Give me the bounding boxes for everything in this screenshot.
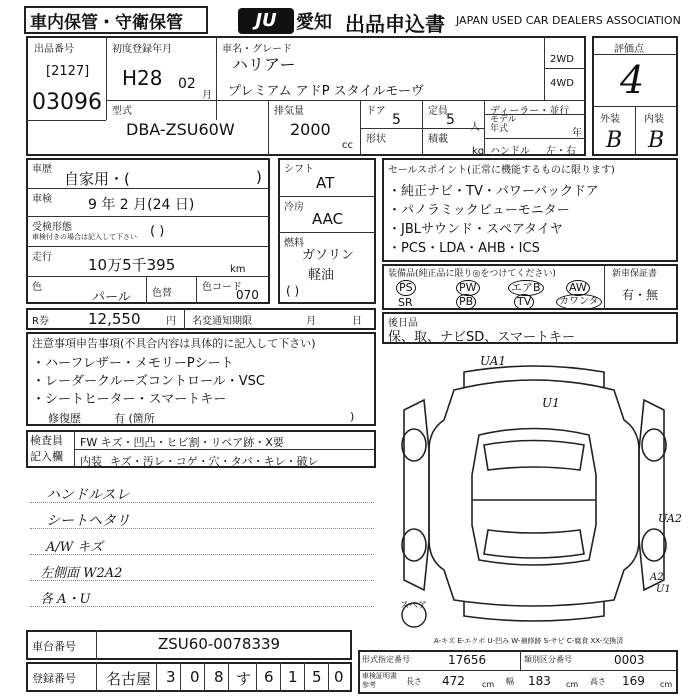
shift-label: シフト	[284, 164, 314, 175]
plate-region: 名古屋	[106, 670, 152, 688]
acceptance-note: 車検付きの場合は記入して下さい	[32, 233, 137, 241]
mileage-value: 10万5千395	[88, 256, 176, 274]
association-subtitle: JAPAN USED CAR DEALERS ASSOCIATION	[456, 14, 681, 27]
equip-ps: PS	[396, 280, 416, 296]
inspector-interior-label: 内装	[80, 455, 102, 468]
model-year-label: モデル 年式	[490, 115, 517, 134]
fuel-diesel: 軽油	[308, 268, 335, 283]
selling-points-label: セールスポイント(正常に機能するものに限ります)	[388, 165, 615, 176]
note-1: ・ハーフレザー・メモリーPシート	[32, 356, 234, 371]
plate-digit-5: 1	[288, 668, 298, 686]
color-code-label: 色コード	[202, 282, 242, 293]
history-value: 自家用・(	[64, 170, 130, 188]
type-value: DBA-ZSU60W	[126, 120, 235, 139]
selling-point-2: ・パノラミックビューモニター	[388, 203, 570, 218]
mileage-unit: km	[230, 264, 246, 275]
equip-pw: PW	[456, 280, 480, 296]
doors-label: ドア	[366, 106, 386, 117]
plate-digit-3: 8	[214, 668, 224, 686]
model-name: ハリアー	[232, 55, 296, 74]
remark-4: 左側面 W2A2	[40, 566, 123, 581]
capacity-label: 定員	[428, 106, 448, 117]
width-value: 183	[528, 674, 551, 688]
height-value: 169	[622, 674, 645, 688]
remark-2: シートヘタリ	[46, 513, 130, 529]
plate-digit-4: 6	[264, 668, 274, 686]
plate-digit-1: 3	[166, 668, 176, 686]
registration-year: H28	[122, 66, 163, 90]
year-unit: 年	[572, 128, 582, 139]
fuel-paren: ( )	[286, 284, 300, 298]
doors-value: 5	[392, 112, 401, 128]
warranty-value: 有・無	[622, 288, 659, 302]
equip-aw: AW	[566, 280, 590, 296]
length-label: 長さ	[406, 677, 422, 686]
load-unit: kg	[472, 146, 485, 157]
remark-5: 各 A・U	[40, 592, 91, 607]
repair-label: 修復歴	[48, 412, 81, 425]
height-label: 高さ	[590, 677, 606, 686]
displacement-unit: cc	[342, 140, 353, 151]
type-label: 型式	[112, 106, 132, 117]
storage-stamp: 車内保管・守衛保管	[30, 13, 183, 33]
color-label: 色	[32, 282, 42, 293]
fuel-gasoline: ガソリン	[302, 248, 355, 263]
type-cert-value: 17656	[448, 653, 487, 667]
drive-4wd: 4WD	[550, 78, 574, 89]
color-code: 070	[236, 288, 259, 302]
month-unit: 月	[202, 90, 212, 101]
class-label: 類別区分番号	[524, 655, 572, 664]
car-damage-diagram	[384, 350, 684, 630]
damage-mark-ua1: UA1	[480, 354, 507, 368]
capacity-value: 5	[446, 112, 455, 128]
acceptance-label: 受検形態	[32, 222, 72, 233]
note-2: ・レーダークルーズコントロール・VSC	[32, 374, 265, 389]
type-cert-label: 形式指定番号	[362, 655, 410, 664]
inspector-interior: キズ・汚レ・コゲ・穴・タバ・キレ・破レ	[110, 455, 319, 468]
capacity-unit: 人	[470, 122, 480, 133]
name-change-day: 日	[352, 316, 362, 327]
selling-point-4: ・PCS・LDA・AHB・ICS	[388, 241, 540, 256]
inspection-value: 9 年 2 月(24 日)	[88, 197, 195, 213]
plate-digit-2: 0	[190, 668, 200, 686]
shape-label: 形状	[366, 134, 386, 145]
notes-label: 注意事項申告事項(不具合内容は具体的に記入して下さい)	[32, 337, 316, 350]
acceptance-paren: ( )	[150, 224, 165, 239]
equip-pb: PB	[456, 294, 476, 310]
note-3: ・シートヒーター・スマートキー	[32, 392, 227, 407]
height-unit: cm	[660, 680, 673, 689]
name-change-label: 名変通知期限	[192, 316, 252, 327]
lot-label: 出品番号	[34, 44, 74, 55]
ac-label: 冷房	[284, 202, 304, 213]
exterior-grade: B	[606, 128, 623, 153]
model-grade: プレミアム アドP スタイルモーヴ	[228, 84, 424, 99]
length-value: 472	[442, 674, 465, 688]
inspector-label: 検査員 記入欄	[30, 434, 63, 463]
shift-value: AT	[316, 174, 335, 192]
attached-label: 後日品	[388, 318, 418, 329]
width-label: 幅	[506, 677, 514, 686]
exterior-label: 外装	[600, 114, 620, 125]
repair-close: )	[350, 410, 355, 423]
score-value: 4	[620, 58, 645, 102]
attached-value: 保、取、ナビSD、スマートキー	[388, 330, 576, 345]
chassis-label: 車台番号	[32, 640, 76, 653]
plate-label: 登録番号	[32, 672, 76, 685]
interior-grade: B	[648, 128, 665, 153]
equip-sr: SR	[398, 296, 413, 309]
plate-kana: す	[236, 670, 252, 688]
fuel-label: 燃料	[284, 238, 304, 249]
equip-airbag: エアB	[508, 280, 544, 296]
recycle-amount: 12,550	[88, 310, 141, 328]
inspector-exterior: FW キズ・凹凸・ヒビ割・リペア跡・X要	[80, 436, 284, 449]
equip-tv: TV	[514, 294, 534, 310]
inspection-label: 車検	[32, 194, 52, 205]
equipment-label: 装備品(純正品に限り◎をつけてください)	[388, 269, 556, 279]
load-label: 積載	[428, 134, 448, 145]
name-change-month: 月	[306, 316, 316, 327]
handle-options: 左・右	[546, 146, 576, 157]
dealer-label: ディーラー・並行	[490, 106, 570, 117]
ac-value: AAC	[312, 210, 344, 228]
damage-mark-ua2: UA2	[658, 512, 682, 525]
mileage-label: 走行	[32, 252, 52, 263]
history-close: )	[256, 168, 262, 186]
recycle-label: R券	[32, 316, 49, 327]
model-label: 車名・グレード	[222, 44, 292, 55]
ju-logo: JU	[238, 8, 294, 34]
damage-mark-u1-side: U1	[656, 584, 671, 595]
remark-3: A/W キズ	[46, 540, 104, 555]
cert-label: 車検証明書 参考	[362, 672, 397, 689]
displacement-label: 排気量	[274, 106, 304, 117]
warranty-label: 新車保証書	[612, 269, 658, 279]
class-value: 0003	[614, 653, 645, 667]
color-change-label: 色替	[152, 288, 172, 299]
damage-legend: A-キズ E-エクボ U-凹み W-補修跡 S-サビ C-腐食 XX-交換済	[434, 637, 624, 645]
spare-label: スペア	[400, 601, 428, 611]
history-label: 車歴	[32, 164, 52, 175]
displacement-value: 2000	[290, 120, 331, 139]
recycle-unit: 円	[166, 316, 176, 327]
width-unit: cm	[566, 680, 579, 689]
color-value: パール	[92, 290, 131, 305]
lot-bracket: [2127]	[46, 64, 90, 79]
damage-mark-a2: A2	[650, 572, 664, 583]
length-unit: cm	[482, 680, 495, 689]
lot-number: 03096	[32, 90, 102, 115]
form-title: 出品申込書	[345, 12, 445, 36]
registration-month: 02	[178, 76, 196, 92]
remark-1: ハンドルスレ	[46, 487, 130, 503]
selling-point-3: ・JBLサウンド・スペアタイヤ	[388, 222, 563, 237]
registration-label: 初度登録年月	[112, 44, 172, 55]
equip-counter: カワンタ	[556, 294, 602, 310]
selling-point-1: ・純正ナビ・TV・パワーバックドア	[388, 184, 599, 199]
handle-label: ハンドル	[490, 146, 530, 157]
plate-digit-6: 5	[312, 668, 322, 686]
score-label: 評価点	[614, 44, 644, 55]
plate-digit-7: 0	[334, 668, 344, 686]
repair-value: 有 (箇所	[114, 412, 155, 425]
interior-label: 内装	[644, 114, 664, 125]
damage-mark-u1-top: U1	[542, 396, 560, 410]
drive-2wd: 2WD	[550, 54, 574, 65]
org-name: 愛知	[296, 12, 332, 33]
chassis-number: ZSU60-0078339	[158, 635, 281, 653]
